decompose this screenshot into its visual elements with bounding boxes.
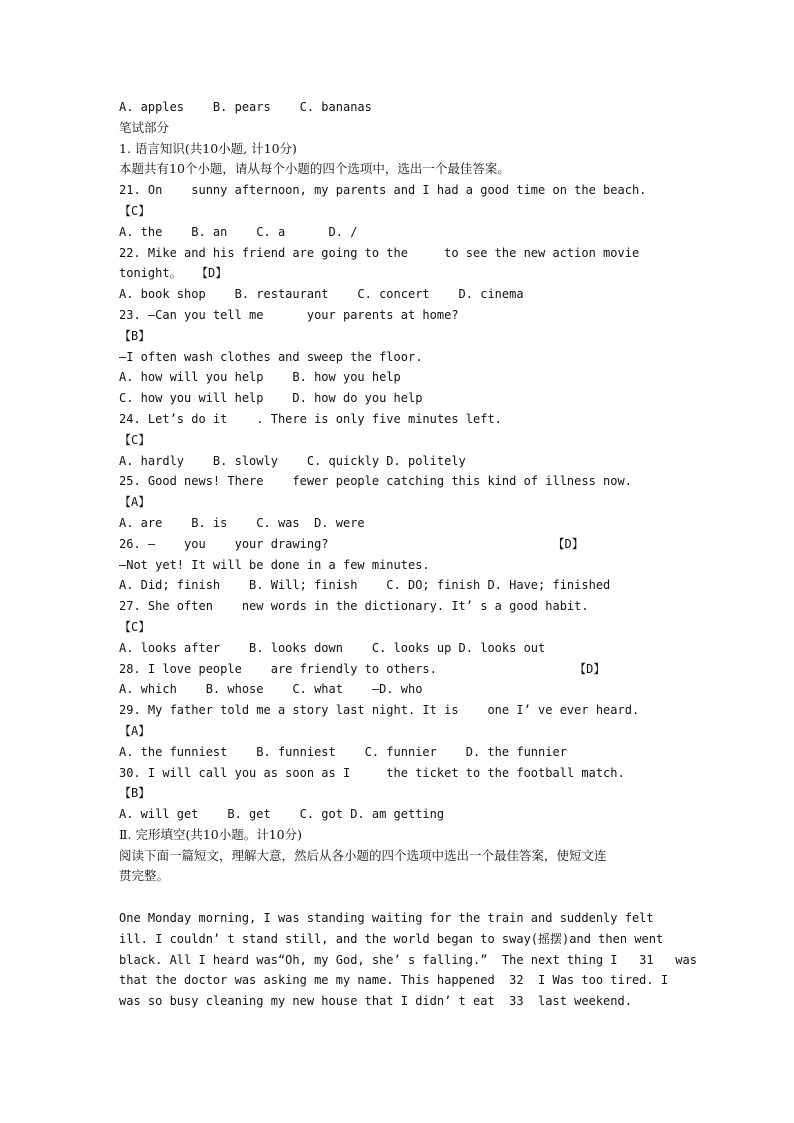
question-23: 23. —Can you tell me your parents at home? [119, 307, 459, 322]
question-24: 24. Let’s do it . There is only five minutes left. [119, 411, 502, 426]
option-line: A. apples B. pears C. bananas [119, 100, 372, 114]
answer-21: 【C】 [119, 203, 151, 218]
question-30: 30. I will call you as soon as I the ticket to the football match. [119, 765, 625, 780]
options-28: A. which B. whose C. what —D. who [119, 682, 423, 697]
question-25: 25. Good news! There fewer people catching this kind of illness now. [119, 474, 632, 489]
options-26: A. Did; finish B. Will; finish C. DO; finish D. Have; finished [119, 578, 611, 593]
question-23-reply: —I often wash clothes and sweep the floor. [119, 349, 423, 364]
answer-27: 【C】 [119, 619, 151, 634]
question-21: 21. On sunny afternoon, my parents and I had a good time on the beach. [119, 183, 647, 198]
answer-23: 【B】 [119, 328, 151, 343]
question-29: 29. My father told me a story last night. It is one I’ ve ever heard. [119, 703, 640, 718]
passage-line: black. All I heard was“Oh, my God, she’ s falling.” The next thing I 31 was [119, 952, 697, 967]
question-26-reply: —Not yet! It will be done in a few minutes. [119, 557, 430, 572]
options-23-b: C. how you will help D. how do you help [119, 391, 423, 406]
question-28: 28. I love people are friendly to others. 【D】 [119, 661, 606, 676]
options-22: A. book shop B. restaurant C. concert D. cinema [119, 287, 524, 302]
passage-line: One Monday morning, I was standing waiting for the train and suddenly felt [119, 911, 654, 926]
blank-line [119, 887, 679, 908]
answer-25: 【A】 [119, 495, 151, 510]
options-23-a: A. how will you help B. how you help [119, 370, 401, 385]
cloze-instruction: 阅读下面一篇短文，理解大意，然后从各小题的四个选项中选出一个最佳答案，使短文连 [119, 847, 607, 863]
document-page [119, 97, 697, 1012]
passage-line: that the doctor was asking me my name. This happened 32 I Was too tired. I [119, 973, 669, 988]
options-30: A. will get B. get C. got D. am getting [119, 807, 445, 822]
question-22: 22. Mike and his friend are going to the to see the new action movie [119, 245, 640, 260]
options-25: A. are B. is C. was D. were [119, 515, 365, 530]
question-22-cont: tonight。 【D】 [119, 266, 228, 281]
question-27: 27. She often new words in the dictionary. It’ s a good habit. [119, 599, 589, 614]
cloze-heading: Ⅱ. 完形填空(共10小题。计10分) [119, 826, 303, 842]
instruction-text: 本题共有10个小题，请从每个小题的四个选项中，选出一个最佳答案。 [119, 161, 510, 177]
passage-line: was so busy cleaning my new house that I didn’ t eat 33 last weekend. [119, 994, 632, 1009]
answer-30: 【B】 [119, 786, 151, 801]
passage-line: ill. I couldn’ t stand still, and the world began to sway(摇摆)and then went [119, 931, 664, 946]
cloze-instruction-cont: 贯完整。 [119, 868, 170, 884]
options-24: A. hardly B. slowly C. quickly D. politely [119, 453, 466, 468]
section-heading: 笔试部分 [119, 119, 170, 135]
subsection-heading: 1. 语言知识(共10小题, 计10分) [119, 140, 297, 156]
question-26: 26. — you your drawing? 【D】 [119, 536, 584, 551]
options-29: A. the funniest B. funniest C. funnier D. the funnier [119, 744, 567, 759]
options-27: A. looks after B. looks down C. looks up D. looks out [119, 640, 546, 655]
answer-29: 【A】 [119, 723, 151, 738]
options-21: A. the B. an C. a D. / [119, 224, 358, 239]
answer-24: 【C】 [119, 432, 151, 447]
